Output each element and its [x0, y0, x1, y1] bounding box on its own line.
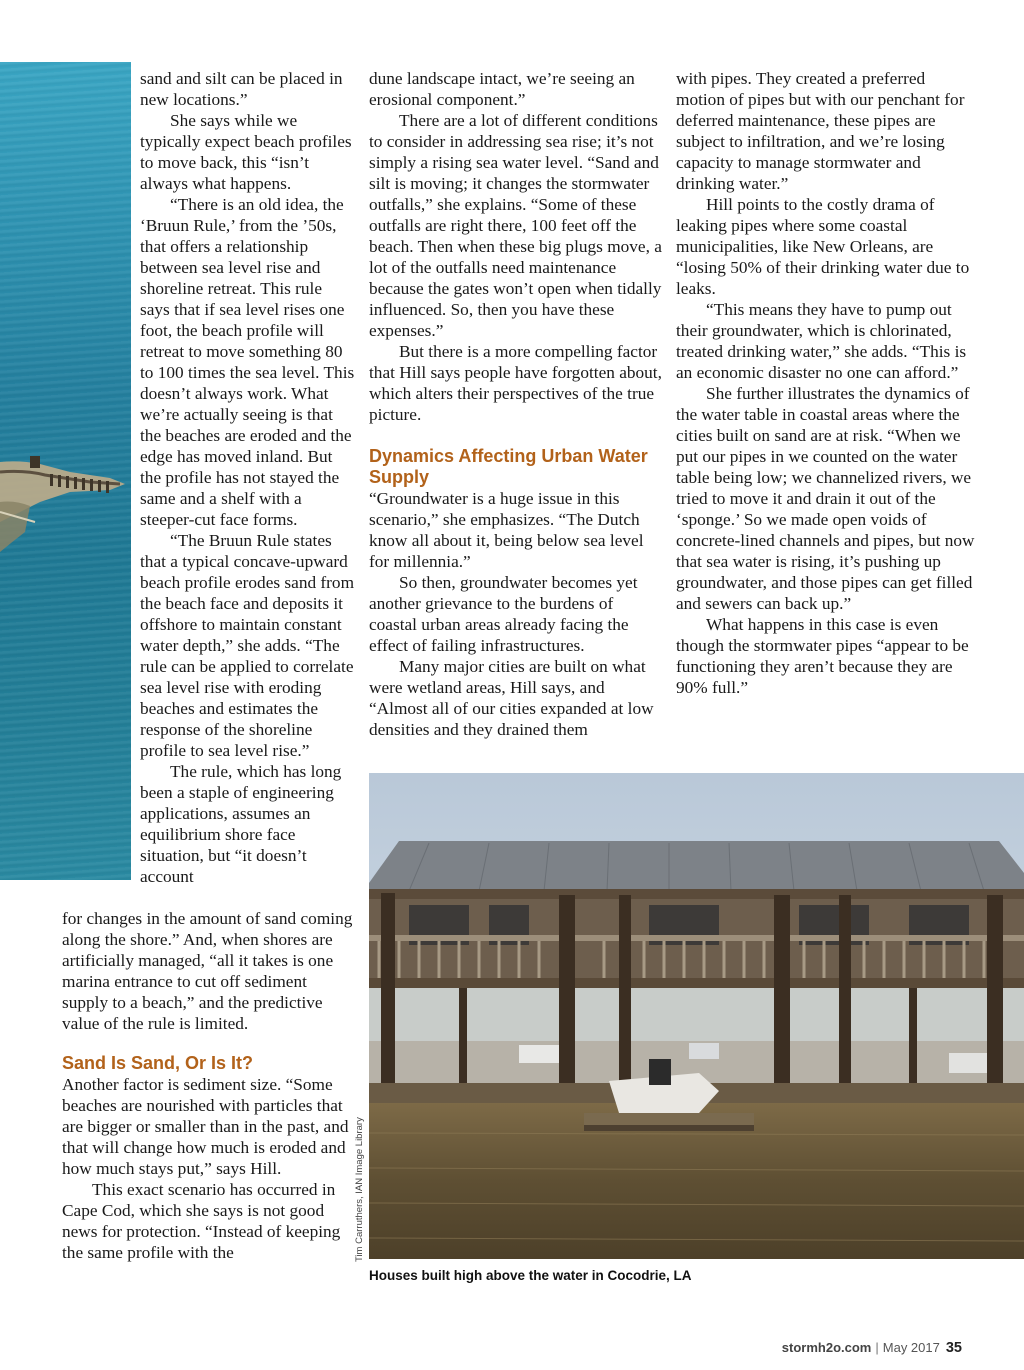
paragraph: Hill points to the costly drama of leaking pipes where some coastal municipalities, like New Orleans, are “losing 50% of their drinking water due to leaks. [676, 195, 970, 298]
paragraph: There are a lot of different conditions to consider in addressing sea rise; it’s not simply a rising sea water level. “Sand and silt is moving; it changes the stormwater outfalls,” she explains. “Some of these outfalls are right there, 100 feet off the beach. Then when these big plugs move, a lot of the outfalls need maintenance because the gates won’t open when tidally influenced. So, then you have these expenses.” [369, 111, 662, 340]
text-column-1 [140, 68, 355, 887]
text-column-1-continued [62, 908, 355, 1263]
footer-separator: | [875, 1340, 879, 1355]
paragraph: Many major cities are built on what were wetland areas, Hill says, and “Almost all of our cities expanded at low densities and they drained them [369, 657, 654, 739]
paragraph: “The Bruun Rule states that a typical concave-upward beach profile erodes sand from the beach face and deposits it offshore to maintain constant water depth,” she adds. “The rule can be applied to correlate sea level rise with eroding beaches and estimates the response of the shoreline profile to sea level rise.” [140, 531, 355, 760]
paragraph: sand and silt can be placed in new locations.” [140, 69, 343, 109]
page-number: 35 [945, 1340, 962, 1356]
text-column-2 [369, 68, 664, 740]
paragraph: “There is an old idea, the ‘Bruun Rule,’ from the ’50s, that offers a relationship between sea level rise and shoreline retreat. This rule says that if sea level rises one foot, the beach profile will retreat to move something 80 to 100 times the sea level. This doesn’t always work. What we’re actually seeing is that the beaches are eroded and the edge has moved inland. But the profile has not stayed the same and a shelf with a steeper-cut face forms. [140, 195, 355, 529]
jetty-illustration [0, 442, 131, 612]
paragraph: This exact scenario has occurred in Cape Cod, which she says is not good news for protection. “Instead of keeping the same profile with the [62, 1180, 341, 1262]
section-heading: Sand Is Sand, Or Is It? [62, 1053, 254, 1073]
paragraph: She says while we typically expect beach profiles to move back, this “isn’t always what happens. [140, 111, 352, 193]
stilt-house-photo [369, 773, 1024, 1259]
paragraph: What happens in this case is even though the stormwater pipes “appear to be functioning they aren’t because they are 90% full.” [676, 615, 969, 697]
paragraph: The rule, which has long been a staple of engineering applications, assumes an equilibrium shore face situation, but “it doesn’t account [140, 762, 342, 886]
page-footer [782, 1340, 962, 1356]
stilt-house-illustration [369, 773, 1024, 1259]
paragraph: But there is a more compelling factor that Hill says people have forgotten about, which alters their perspectives of the true picture. [369, 342, 662, 424]
section-heading: Dynamics Affecting Urban Water Supply [369, 446, 648, 487]
paragraph: She further illustrates the dynamics of the water table in coastal areas where the cities built on sand are at risk. “When we put our pipes in we counted on the water table being low; we channelized rivers, we tried to move it and drain it out of the ‘sponge.’ So we made open voids of concrete-lined channels and pipes, but now that sea water is rising, it’s pushing up groundwater, and those pipes can get filled and sewers can back up.” [676, 384, 975, 613]
paragraph: So then, groundwater becomes yet another grievance to the burdens of coastal urban areas already facing the effect of failing infrastructures. [369, 573, 638, 655]
photo-caption: Houses built high above the water in Cocodrie, LA [369, 1268, 692, 1283]
footer-site: stormh2o.com [781, 1340, 872, 1355]
paragraph: Another factor is sediment size. “Some beaches are nourished with particles that are bigger or smaller than in the past, and that will change how much is eroded and how much stays put,” says Hill. [62, 1075, 349, 1178]
paragraph: “Groundwater is a huge issue in this scenario,” she emphasizes. “The Dutch know all about it, being below sea level for millennia.” [369, 489, 644, 571]
paragraph: “This means they have to pump out their groundwater, which is chlorinated, treated drinking water,” she adds. “This is an economic disaster no one can afford.” [676, 300, 967, 382]
aerial-water-photo [0, 62, 131, 880]
paragraph: for changes in the amount of sand coming along the shore.” And, when shores are artificially managed, “all it takes is one marina entrance to cut off sediment supply to a beach,” and the predictive value of the rule is limited. [62, 909, 353, 1033]
paragraph: with pipes. They created a preferred motion of pipes but with our penchant for deferred maintenance, these pipes are subject to infiltration, and we’re losing capacity to manage stormwater and drinking water.” [676, 69, 965, 193]
paragraph: dune landscape intact, we’re seeing an erosional component.” [369, 69, 635, 109]
text-column-3 [676, 68, 976, 698]
footer-issue: May 2017 [882, 1340, 940, 1355]
photo-credit: Tim Carruthers, IAN Image Library [354, 1117, 365, 1262]
